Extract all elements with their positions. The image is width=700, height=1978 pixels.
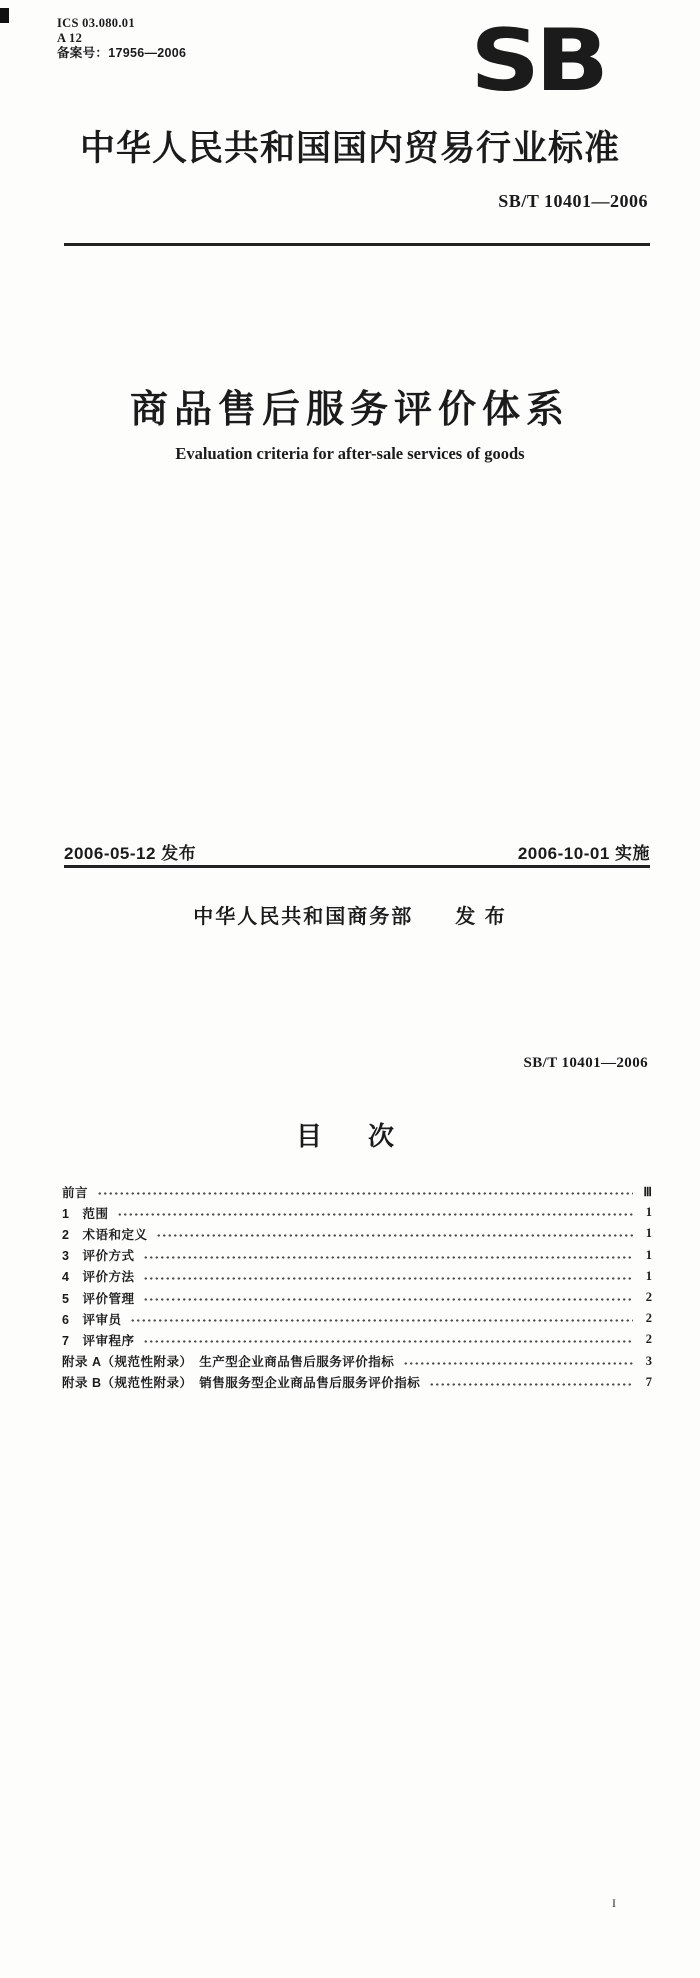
toc-list [62,1181,652,1393]
toc-entry-label: 3 评价方式 [62,1249,135,1264]
toc-entry-label: 6 评审员 [62,1312,122,1327]
toc-entry-eval-mode [62,1245,652,1266]
footer-divider-rule [64,865,650,868]
toc-entry-page: 7 [645,1374,652,1389]
toc-entry-label: 2 术语和定义 [62,1227,148,1242]
toc-entry-eval-management [62,1287,652,1308]
document-title-cn: 商品售后服务评价体系 [129,389,570,431]
issue-date: 2006-05-12 发布 [64,844,197,863]
toc-entry-label: 7 评审程序 [62,1333,135,1348]
ics-code: ICS 03.080.01 [57,16,135,30]
classification-code: A 12 [57,31,83,45]
toc-entry-label: 前言 [62,1185,89,1200]
dot-leader [143,1338,633,1345]
cover-meta-block [57,16,186,61]
toc-entry-terms [62,1223,652,1244]
toc-entry-label: 5 评价管理 [62,1291,135,1306]
toc-header-standard-number: SB/T 10401—2006 [523,1055,648,1071]
sb-standard-logo: SB [470,10,604,111]
document-title-en: Evaluation criteria for after-sale services of goods [175,444,525,463]
dot-leader [130,1317,633,1324]
dot-leader [143,1254,633,1261]
toc-entry-page: Ⅲ [643,1184,652,1199]
toc-entry-page: 1 [645,1205,652,1220]
toc-entry-page: 2 [645,1290,652,1305]
toc-entry-annex-b [62,1372,652,1393]
implement-date: 2006-10-01 实施 [517,844,650,863]
toc-entry-page: 1 [645,1226,652,1241]
dot-leader [97,1190,633,1197]
toc-entry-annex-a [62,1351,652,1372]
record-number: 备案号：17956—2006 [57,46,187,60]
toc-entry-foreword [62,1181,652,1202]
toc-entry-label: 4 评价方法 [62,1270,135,1285]
dot-leader [156,1232,633,1239]
toc-entry-procedure [62,1329,652,1350]
toc-entry-page: 2 [645,1332,652,1347]
standard-number: SB/T 10401—2006 [498,191,648,211]
toc-entry-scope [62,1202,652,1223]
dot-leader [117,1211,633,1218]
toc-entry-page: 3 [645,1353,652,1368]
standard-category-heading: 中华人民共和国国内贸易行业标准 [79,129,620,168]
toc-entry-label: 1 范围 [62,1206,109,1221]
dot-leader [143,1296,633,1303]
toc-entry-eval-method [62,1266,652,1287]
toc-entry-label: 附录 A（规范性附录） 生产型企业商品售后服务评价指标 [62,1355,395,1370]
header-divider-rule [64,243,650,246]
page-folio: I [612,1896,616,1910]
dot-leader [143,1275,633,1282]
publisher-row [0,900,700,929]
toc-entry-page: 1 [645,1247,652,1262]
binding-mark [0,8,9,23]
release-word: 发 布 [455,906,507,928]
publisher-name: 中华人民共和国商务部 [193,906,414,928]
dot-leader [403,1360,633,1367]
toc-title: 目 次 [295,1121,404,1151]
toc-entry-assessors [62,1308,652,1329]
toc-entry-page: 1 [645,1268,652,1283]
dot-leader [429,1381,633,1388]
dates-row [64,839,650,864]
toc-entry-label: 附录 B（规范性附录） 销售服务型企业商品售后服务评价指标 [62,1376,421,1391]
toc-entry-page: 2 [645,1311,652,1326]
